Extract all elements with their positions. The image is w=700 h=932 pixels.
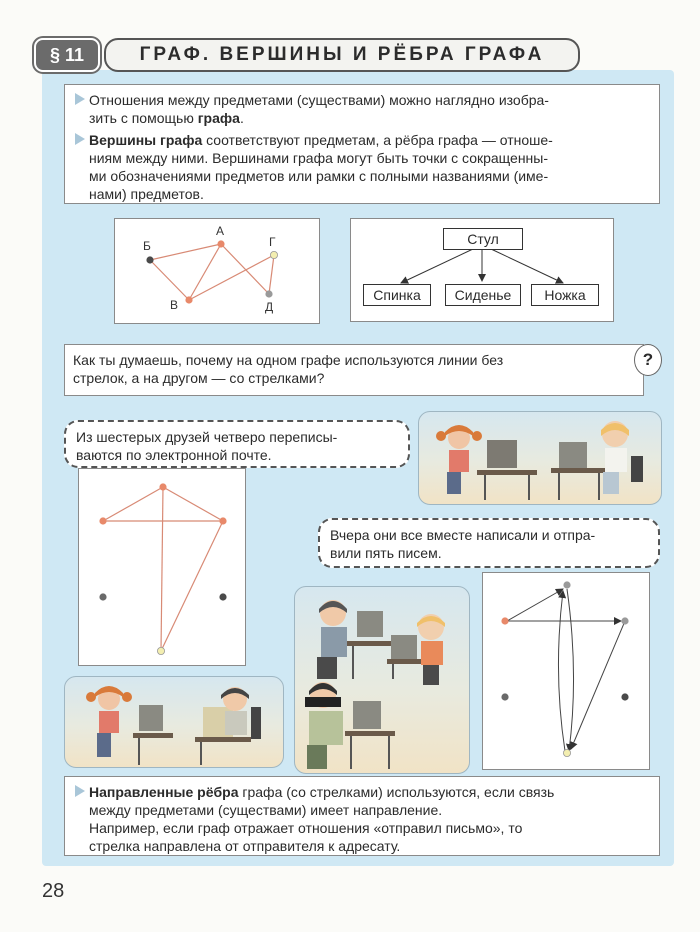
node-nozhka: Ножка bbox=[531, 284, 599, 306]
node-d bbox=[265, 290, 272, 297]
node-stul: Стул bbox=[443, 228, 523, 250]
bullet-triangle-icon bbox=[75, 785, 85, 797]
edge-b-a bbox=[150, 244, 221, 260]
arrow-left-to-top bbox=[507, 589, 563, 621]
letter-graph bbox=[115, 219, 319, 323]
node-bottom bbox=[157, 647, 164, 654]
friends-graph bbox=[79, 469, 245, 665]
monitor-icon bbox=[357, 611, 383, 637]
friends-bubble: Из шестерых друзей четверо переписы- ваются по электронной почте. bbox=[64, 420, 410, 468]
bullet-triangle-icon bbox=[75, 93, 85, 105]
monitor-icon bbox=[391, 635, 417, 659]
node-left bbox=[99, 517, 106, 524]
edge-top-right bbox=[163, 487, 223, 521]
node-isolated-left bbox=[501, 693, 508, 700]
node-top bbox=[563, 581, 570, 588]
question-mark-icon: ? bbox=[634, 344, 662, 376]
bullet-triangle-icon bbox=[75, 133, 85, 145]
label-b: Б bbox=[143, 239, 151, 253]
monitor-icon bbox=[559, 442, 587, 468]
directed-edges-box bbox=[64, 776, 660, 856]
node-top bbox=[159, 483, 166, 490]
node-b bbox=[146, 256, 153, 263]
monitor-icon bbox=[139, 705, 163, 731]
label-v: В bbox=[170, 298, 179, 312]
node-spinka: Спинка bbox=[363, 284, 431, 306]
node-isolated-left bbox=[99, 593, 106, 600]
monitor-icon bbox=[353, 701, 381, 729]
arrow-to-spinka bbox=[401, 249, 473, 283]
node-right bbox=[621, 617, 628, 624]
illustration-boys-at-computers bbox=[294, 586, 470, 774]
directed-paragraph: Направленные рёбра графа (со стрелками) используются, если связь между предметами (существами) имеет направление. Например, если граф отражает отношения «отправил письмо», то стрелка направлена от отправителя к адресату. bbox=[73, 783, 651, 855]
tree-graph-box bbox=[350, 218, 614, 322]
illustration-girls-at-computers bbox=[418, 411, 662, 505]
question-box: Как ты думаешь, почему на одном графе используются линии без стрелок, а на другом — со стрелками? bbox=[64, 344, 644, 396]
monitor-icon bbox=[487, 440, 517, 468]
node-left bbox=[501, 617, 508, 624]
arrow-top-to-bottom bbox=[567, 589, 574, 751]
letter-graph-box bbox=[114, 218, 320, 324]
arrow-to-nozhka bbox=[491, 249, 563, 283]
node-isolated-right bbox=[219, 593, 226, 600]
node-right bbox=[219, 517, 226, 524]
node-isolated-right bbox=[621, 693, 628, 700]
edge-b-v bbox=[150, 260, 189, 300]
edge-right-bottom bbox=[161, 521, 223, 651]
page-number: 28 bbox=[42, 880, 65, 902]
node-v bbox=[185, 296, 192, 303]
friends-graph-box bbox=[78, 468, 246, 666]
edge-g-d bbox=[269, 255, 274, 294]
intro-box bbox=[64, 84, 660, 204]
arrow-bottom-to-top bbox=[558, 591, 565, 751]
node-a bbox=[217, 240, 224, 247]
letters-graph bbox=[483, 573, 649, 769]
node-g bbox=[270, 251, 277, 258]
letters-graph-box bbox=[482, 572, 650, 770]
intro-paragraph-2: Вершины графа соответствуют предметам, а рёбра графа — отноше- ниям между ними. Вершинами графа могут быть точки с сокращенны- ми обозначениями предметов или рамки с полными названиями (име- нами) предметов. bbox=[73, 131, 651, 203]
arrow-right-to-bottom bbox=[571, 621, 625, 749]
label-a: А bbox=[216, 224, 225, 238]
illustration-pair-at-computers bbox=[64, 676, 284, 768]
edge-a-d bbox=[221, 244, 269, 294]
label-g: Г bbox=[269, 235, 276, 249]
edge-top-left bbox=[103, 487, 163, 521]
node-sidenye: Сиденье bbox=[445, 284, 521, 306]
page-title: ГРАФ. ВЕРШИНЫ И РЁБРА ГРАФА bbox=[104, 38, 580, 72]
label-d: Д bbox=[265, 300, 274, 314]
edge-top-bottom bbox=[161, 487, 163, 651]
intro-paragraph-1: Отношения между предметами (существами) можно наглядно изобра- зить с помощью графа. bbox=[73, 91, 651, 127]
letters-bubble: Вчера они все вместе написали и отпра- вили пять писем. bbox=[318, 518, 660, 568]
node-bottom bbox=[563, 749, 570, 756]
section-badge: § 11 bbox=[34, 38, 100, 72]
